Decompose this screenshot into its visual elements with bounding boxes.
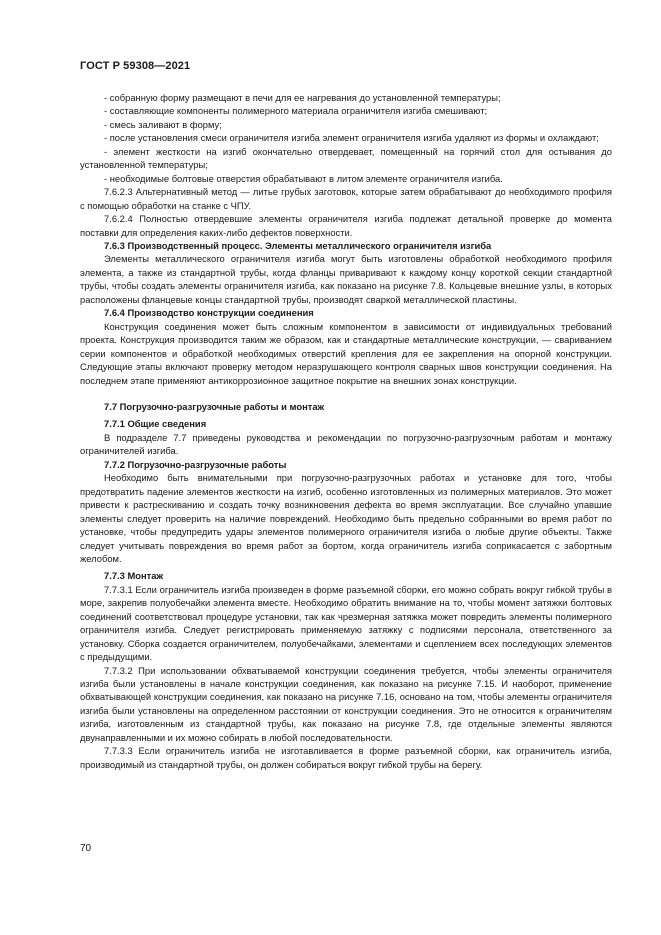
document-body — [80, 91, 612, 771]
paragraph: 7.7.3.3 Если ограничитель изгиба не изготавливается в форме разъемной сборки, как ограничитель изгиба, производимый из стандартной трубы, он должен собираться вокруг гибкой трубы на берегу. — [80, 745, 612, 770]
paragraph: - смесь заливают в форму; — [104, 118, 222, 130]
paragraph: - элемент жесткости на изгиб окончательно отвердевает, помещенный на горячий стол для остывания до установленной температуры; — [80, 145, 612, 171]
paragraph: - необходимые болтовые отверстия обрабатывают в литом элементе ограничителя изгиба. — [104, 172, 503, 184]
section-heading: 7.6.4 Производство конструкции соединения — [104, 307, 314, 319]
paragraph: 7.7.3.2 При использовании обхватываемой конструкции соединения требуется, чтобы элементы ограничителя изгиба были установлены в начале конструкции соединения, как показано на рисунке 7.15. И наоборот, применение обхватывающей конструкции соединения, как показано на рисунке 7.16, основано на том, чтобы элементы ограничителя изгиба были установлены на определенном расстоянии от конструкции соединения. Это не относится к ограничителям изгиба, изготовленным из стандартной трубы, как показано на рисунке 7.8, где отдельные элементы являются двунаправленными и их можно собирать в любой последовательности. — [80, 664, 612, 743]
paragraph: - после установления смеси ограничителя изгиба элемент ограничителя изгиба удаляют из формы и охлаждают; — [104, 132, 599, 144]
section-heading: 7.7.3 Монтаж — [104, 570, 164, 582]
paragraph: Конструкция соединения может быть сложным компонентом в зависимости от индивидуальных требований проекта. Конструкция производится таким же образом, как и стандартные металлические конструкции, — свариванием серии компонентов и обработкой необходимых отверстий крепления для ее закрепления на опорной конструкции. Следующие этапы включают проверку методом неразрушающего контроля сварных швов конструкции соединения. На последнем этапе применяют антикоррозионное защитное покрытие на внешних зонах конструкции. — [80, 320, 612, 386]
section-heading: 7.7.1 Общие сведения — [104, 418, 207, 430]
paragraph: Элементы металлического ограничителя изгиба могут быть изготовлены обработкой необходимого профиля элемента, а также из стандартной трубы, когда фланцы приваривают к каждому концу короткой секции стандартной трубы, чтобы создать элементы ограничителя изгиба, как показано на рисунке 7.8. Кольцевые внешние узлы, в которых расположены фланцевые концы стандартной трубы, производят сваркой металлической пластины. — [80, 253, 612, 305]
paragraph: 7.6.2.4 Полностью отвердевшие элементы ограничителя изгиба подлежат детальной проверке до момента поставки для определения каких-либо дефектов поверхности. — [80, 213, 612, 238]
page-number: 70 — [80, 843, 92, 854]
section-heading: 7.6.3 Производственный процесс. Элементы металлического ограничителя изгиба — [104, 239, 492, 251]
paragraph: 7.7.3.1 Если ограничитель изгиба произведен в форме разъемной сборки, его можно собрать вокруг гибкой трубы в море, закрепив полуобечайки элемента вместе. Необходимо обратить внимание на то, чтобы момент затяжки болтовых соединений соответствовал процедуре установки, так как чрезмерная затяжка может повредить элементы полимерного ограничителя изгиба. Следует регистрировать применяемую затяжку с подписями персонала, ответственного за установку. Сборка создается ограничителем, полуобечайками, элементами и сцеплением всех последующих элементов с предыдущими. — [80, 583, 612, 663]
paragraph: Необходимо быть внимательными при погрузочно-разгрузочных работах и установке для того, чтобы предотвратить падение элементов жесткости на изгиб, особенно изготовленных из полимерных материалов. Это может привести к растрескиванию и создать точку возникновения дефекта во время эксплуатации. Все случайно упавшие элементы следует проверить на наличие повреждений. Необходимо быть предельно собранными во время работ по установке, чтобы предупредить удары элементов полимерного ограничителя изгиба о любые другие объекты. Также следует учитывать повреждения во время работ за бортом, когда ограничитель изгиба соприкасается с забортным желобом. — [80, 472, 612, 564]
standard-header: ГОСТ Р 59308—2021 — [80, 60, 191, 72]
paragraph: 7.6.2.3 Альтернативный метод — литье грубых заготовок, которые затем обрабатывают до необходимого профиля с помощью обработки на станке с ЧПУ. — [80, 186, 612, 211]
section-heading: 7.7.2 Погрузочно-разгрузочные работы — [104, 458, 287, 470]
section-heading: 7.7 Погрузочно-разгрузочные работы и монтаж — [104, 400, 325, 412]
paragraph: - составляющие компоненты полимерного материала ограничителя изгиба смешивают; — [104, 105, 488, 117]
paragraph: В подразделе 7.7 приведены руководства и рекомендации по погрузочно-разгрузочным работам и монтажу ограничителей изгиба. — [80, 431, 612, 457]
paragraph: - собранную форму размещают в печи для ее нагревания до установленной температуры; — [104, 92, 501, 103]
